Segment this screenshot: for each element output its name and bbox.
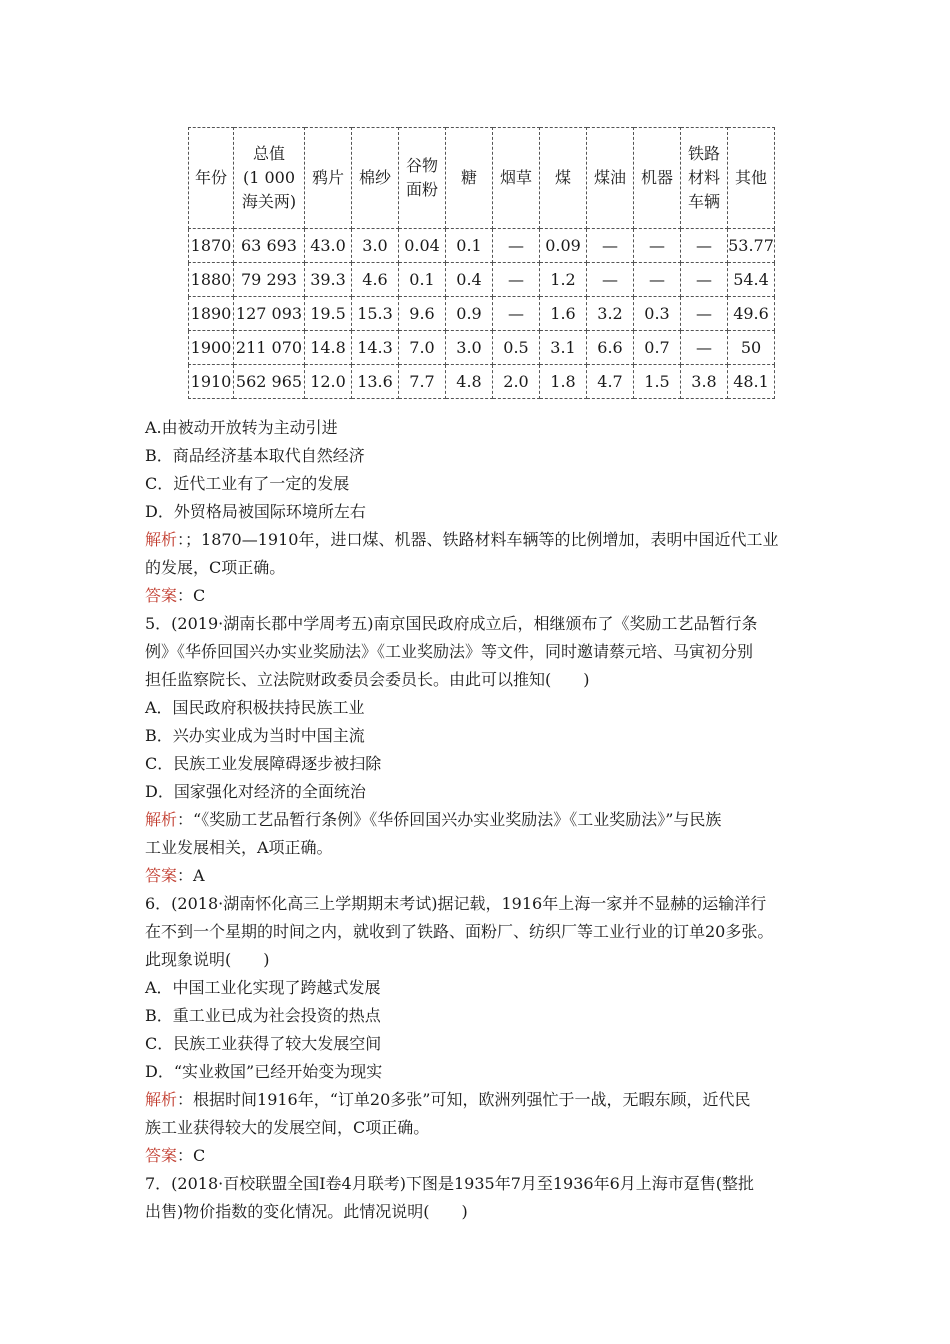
table-cell: 0.5 (493, 331, 540, 365)
q5-stem-line: 例》《华侨回国兴办实业奖励法》《工业奖励法》等文件，同时邀请蔡元培、马寅初分别 (145, 642, 754, 661)
analysis-text: ：根据时间1916年，“订单20多张”可知，欧洲列强忙于一战，无暇东顾，近代民 (177, 1090, 751, 1109)
header-coal: 煤 (540, 128, 587, 229)
table-row (189, 263, 775, 297)
table-cell: — (681, 263, 728, 297)
header-opium: 鸦片 (305, 128, 352, 229)
table-cell: — (634, 229, 681, 263)
q6-option-a: A．中国工业化实现了跨越式发展 (145, 978, 381, 997)
table-row (189, 365, 775, 399)
q4-analysis-line: 的发展，C项正确。 (145, 558, 286, 577)
q5-option-a: A．国民政府积极扶持民族工业 (145, 698, 365, 717)
q5-option-d: D．国家强化对经济的全面统治 (145, 782, 366, 801)
table-cell: — (587, 229, 634, 263)
header-kerosene: 煤油 (587, 128, 634, 229)
q5-option-c: C．民族工业发展障碍逐步被扫除 (145, 754, 382, 773)
q7-stem-line: 7．(2018·百校联盟全国Ⅰ卷4月联考)下图是1935年7月至1936年6月上海市趸售(整批 (145, 1174, 755, 1193)
table-cell: 79 293 (234, 263, 305, 297)
table-cell: 1.8 (540, 365, 587, 399)
table-cell: 54.4 (728, 263, 775, 297)
table-cell: 0.9 (446, 297, 493, 331)
q4-option-c: C．近代工业有了一定的发展 (145, 474, 350, 493)
table-cell: — (634, 263, 681, 297)
table-cell: 43.0 (305, 229, 352, 263)
q5-answer (145, 866, 815, 886)
header-year: 年份 (189, 128, 234, 229)
answer-label: 答案 (145, 866, 178, 885)
table-cell: 19.5 (305, 297, 352, 331)
table-cell: 1900 (189, 331, 234, 365)
q4-option-d: D．外贸格局被国际环境所左右 (145, 502, 366, 521)
table-cell: 1870 (189, 229, 234, 263)
q5-option-b: B．兴办实业成为当时中国主流 (145, 726, 365, 745)
table-cell: 0.09 (540, 229, 587, 263)
table-cell: — (681, 297, 728, 331)
table-cell: 49.6 (728, 297, 775, 331)
table-cell: 7.0 (399, 331, 446, 365)
table-cell: — (681, 229, 728, 263)
table-cell: 14.8 (305, 331, 352, 365)
table-cell: 1880 (189, 263, 234, 297)
header-total-value: 总值 (1 000 海关两) (234, 128, 305, 229)
q6-option-b: B．重工业已成为社会投资的热点 (145, 1006, 381, 1025)
table-cell: 0.04 (399, 229, 446, 263)
answer-value: ：A (177, 866, 205, 885)
table-cell: 14.3 (352, 331, 399, 365)
q7-stem-line: 出售)物价指数的变化情况。此情况说明( ) (145, 1202, 468, 1221)
answer-value: ：C (177, 1146, 206, 1165)
q5-stem-line: 5．(2019·湖南长郡中学周考五)南京国民政府成立后，相继颁布了《奖励工艺品暂行条 (145, 614, 758, 633)
table-cell: 12.0 (305, 365, 352, 399)
table-cell: — (587, 263, 634, 297)
header-railway-materials: 铁路 材料 车辆 (681, 128, 728, 229)
analysis-label: 解析 (145, 1090, 178, 1109)
table-header-row (189, 128, 775, 229)
q6-analysis-line: 族工业获得较大的发展空间，C项正确。 (145, 1118, 430, 1137)
table-cell: 0.1 (399, 263, 446, 297)
header-cotton-yarn: 棉纱 (352, 128, 399, 229)
table-cell: 13.6 (352, 365, 399, 399)
q5-analysis-line (145, 810, 815, 830)
q6-option-c: C．民族工业获得了较大发展空间 (145, 1034, 382, 1053)
table-cell: 1910 (189, 365, 234, 399)
table-cell: 3.1 (540, 331, 587, 365)
table-cell: 9.6 (399, 297, 446, 331)
table-cell: 7.7 (399, 365, 446, 399)
table-cell: — (681, 331, 728, 365)
table-cell: 562 965 (234, 365, 305, 399)
table-cell: 2.0 (493, 365, 540, 399)
answer-label: 答案 (145, 1146, 178, 1165)
table-cell: 39.3 (305, 263, 352, 297)
table-cell: — (493, 263, 540, 297)
q5-analysis-line: 工业发展相关，A项正确。 (145, 838, 333, 857)
table-cell: 0.3 (634, 297, 681, 331)
table-cell: 15.3 (352, 297, 399, 331)
q6-answer (145, 1146, 815, 1166)
table-cell: 3.0 (352, 229, 399, 263)
table-row (189, 331, 775, 365)
table-cell: 1.2 (540, 263, 587, 297)
analysis-label: 解析 (145, 530, 178, 549)
q6-analysis-line (145, 1090, 815, 1110)
q4-option-a: A.由被动开放转为主动引进 (145, 418, 338, 437)
analysis-text: ：；1870—1910年，进口煤、机器、铁路材料车辆等的比例增加，表明中国近代工业 (177, 530, 779, 549)
q6-option-d: D．“实业救国”已经开始变为现实 (145, 1062, 383, 1081)
header-machinery: 机器 (634, 128, 681, 229)
table-cell: 1.5 (634, 365, 681, 399)
q6-stem-line: 在不到一个星期的时间之内，就收到了铁路、面粉厂、纺织厂等工业行业的订单20多张。 (145, 922, 774, 941)
table-cell: — (493, 229, 540, 263)
q4-option-b: B．商品经济基本取代自然经济 (145, 446, 365, 465)
analysis-label: 解析 (145, 810, 178, 829)
table-cell: 127 093 (234, 297, 305, 331)
table-row (189, 297, 775, 331)
table-cell: 1.6 (540, 297, 587, 331)
q6-stem-line: 6．(2018·湖南怀化高三上学期期末考试)据记载，1916年上海一家并不显赫的运输洋行 (145, 894, 767, 913)
q4-analysis-line (145, 530, 815, 550)
table-cell: 0.7 (634, 331, 681, 365)
q5-stem-line: 担任监察院长、立法院财政委员会委员长。由此可以推知( ) (145, 670, 590, 689)
table-cell: 0.1 (446, 229, 493, 263)
import-composition-table (188, 127, 775, 399)
table-cell: 4.8 (446, 365, 493, 399)
q4-answer (145, 586, 815, 606)
answer-label: 答案 (145, 586, 178, 605)
table-cell: 3.0 (446, 331, 493, 365)
table-cell: 4.6 (352, 263, 399, 297)
table-cell: 211 070 (234, 331, 305, 365)
table-cell: 3.2 (587, 297, 634, 331)
table-cell: 48.1 (728, 365, 775, 399)
table-cell: 4.7 (587, 365, 634, 399)
header-grain-flour: 谷物 面粉 (399, 128, 446, 229)
table-cell: 3.8 (681, 365, 728, 399)
table-cell: 6.6 (587, 331, 634, 365)
table-cell: 50 (728, 331, 775, 365)
header-other: 其他 (728, 128, 775, 229)
table-row (189, 229, 775, 263)
answer-value: ：C (177, 586, 206, 605)
table-cell: 1890 (189, 297, 234, 331)
q6-stem-line: 此现象说明( ) (145, 950, 270, 969)
header-tobacco: 烟草 (493, 128, 540, 229)
table-cell: 0.4 (446, 263, 493, 297)
table-cell: 63 693 (234, 229, 305, 263)
analysis-text: ：“《奖励工艺品暂行条例》《华侨回国兴办实业奖励法》《工业奖励法》”与民族 (177, 810, 722, 829)
header-sugar: 糖 (446, 128, 493, 229)
table-cell: — (493, 297, 540, 331)
table-cell: 53.77 (728, 229, 775, 263)
